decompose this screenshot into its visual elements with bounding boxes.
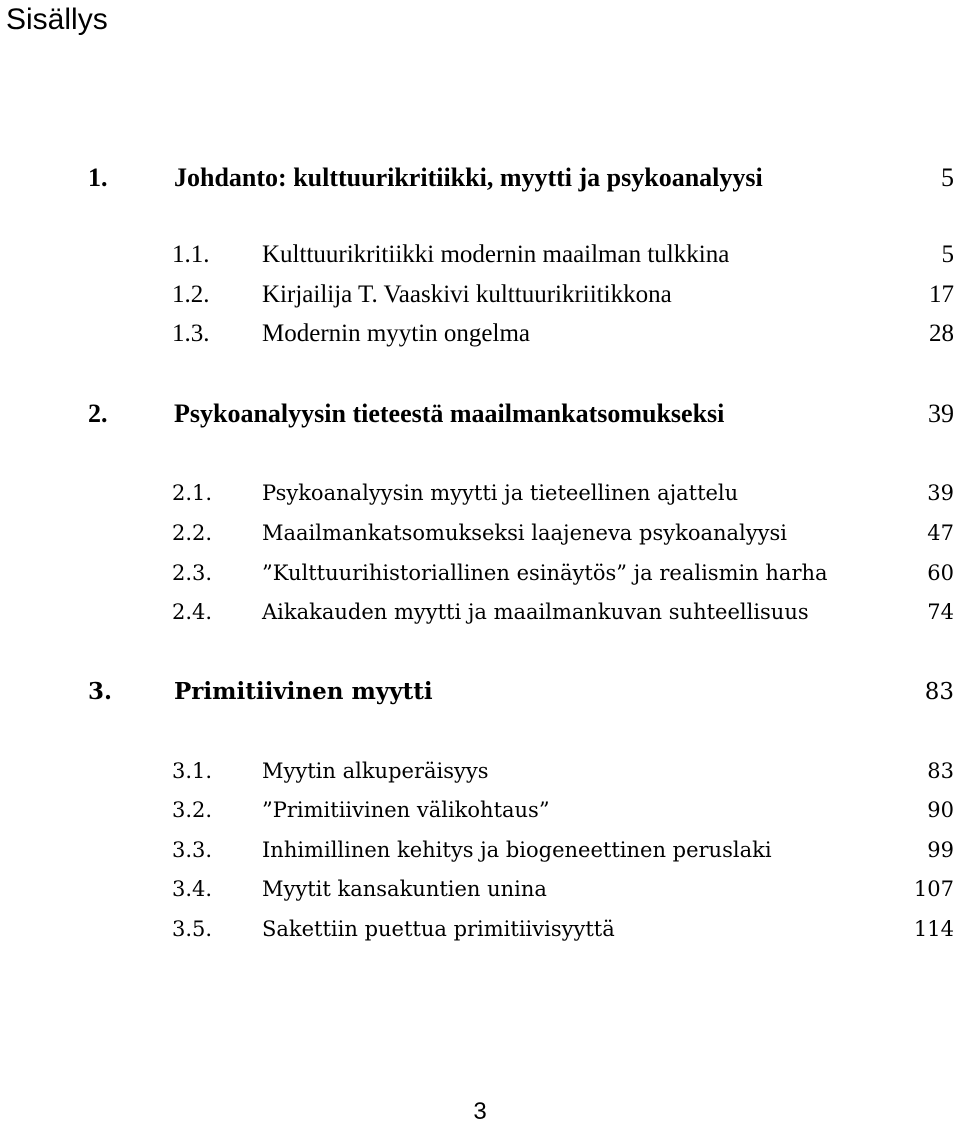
toc-page-number: 107 [913,877,954,901]
toc-number: 1.3. [172,320,210,347]
page-title: Sisällys [6,3,108,36]
toc-page-number: 47 [927,521,954,545]
toc-title: Aikakauden myytti ja maailmankuvan suhteellisuus [262,600,809,624]
page-number: 3 [473,1098,487,1125]
toc-title: Modernin myytin ongelma [262,320,531,347]
toc-section-1-3[interactable] [0,316,960,352]
toc-page-number: 5 [941,163,954,192]
toc-title: Primitiivinen myytti [174,678,433,705]
toc-number: 3.4. [172,877,213,901]
toc-section-2-3[interactable] [0,555,960,591]
toc-section-3-1[interactable] [0,753,960,789]
toc-number: 2. [88,399,108,428]
toc-chapter-1[interactable] [0,160,960,196]
toc-title: Myytit kansakuntien unina [262,877,547,901]
toc-page-number: 83 [927,759,954,783]
toc-page-number: 39 [928,399,954,428]
toc-page-number: 17 [929,281,954,308]
toc-page-number: 60 [927,561,954,585]
toc-page-number: 39 [927,481,954,505]
toc-title: Inhimillinen kehitys ja biogeneettinen peruslaki [262,838,772,862]
toc-number: 3.5. [172,917,213,941]
toc-section-3-4[interactable] [0,871,960,907]
toc-number: 2.1. [172,481,213,505]
toc-number: 1.2. [172,281,210,308]
toc-title: Kirjailija T. Vaaskivi kulttuurikriitikkona [262,281,672,308]
toc-section-3-2[interactable] [0,792,960,828]
toc-number: 2.2. [172,521,213,545]
toc-page-number: 114 [913,917,954,941]
toc-section-3-5[interactable] [0,911,960,947]
toc-chapter-3[interactable] [0,674,960,710]
toc-title: ”Primitiivinen välikohtaus” [262,798,550,822]
toc-number: 3. [88,678,113,705]
toc-number: 2.4. [172,600,213,624]
toc-chapter-2[interactable] [0,396,960,432]
toc-number: 3.2. [172,798,213,822]
toc-page-number: 90 [927,798,954,822]
toc-title: Sakettiin puettua primitiivisyyttä [262,917,615,941]
toc-page-number: 83 [924,679,954,705]
toc-page-number: 74 [927,600,954,624]
toc-page-number: 28 [929,320,954,347]
toc-title: ”Kulttuurihistoriallinen esinäytös” ja realismin harha [262,561,828,585]
toc-page-number: 5 [941,241,954,268]
toc-title: Psykoanalyysin myytti ja tieteellinen ajattelu [262,481,739,505]
toc-section-2-1[interactable] [0,475,960,511]
toc-page-number: 99 [927,838,954,862]
toc-section-3-3[interactable] [0,832,960,868]
toc-number: 2.3. [172,561,213,585]
toc-title: Kulttuurikritiikki modernin maailman tulkkina [262,241,730,268]
toc-number: 1.1. [172,241,210,268]
toc-number: 3.1. [172,759,213,783]
toc-title: Johdanto: kulttuurikritiikki, myytti ja psykoanalyysi [174,163,763,192]
toc-number: 3.3. [172,838,213,862]
toc-section-2-4[interactable] [0,594,960,630]
toc-section-2-2[interactable] [0,515,960,551]
toc-title: Maailmankatsomukseksi laajeneva psykoanalyysi [262,521,787,545]
toc-title: Myytin alkuperäisyys [262,759,489,783]
toc-section-1-2[interactable] [0,277,960,313]
toc-number: 1. [88,163,108,192]
toc-section-1-1[interactable] [0,237,960,273]
toc-title: Psykoanalyysin tieteestä maailmankatsomukseksi [174,399,725,428]
